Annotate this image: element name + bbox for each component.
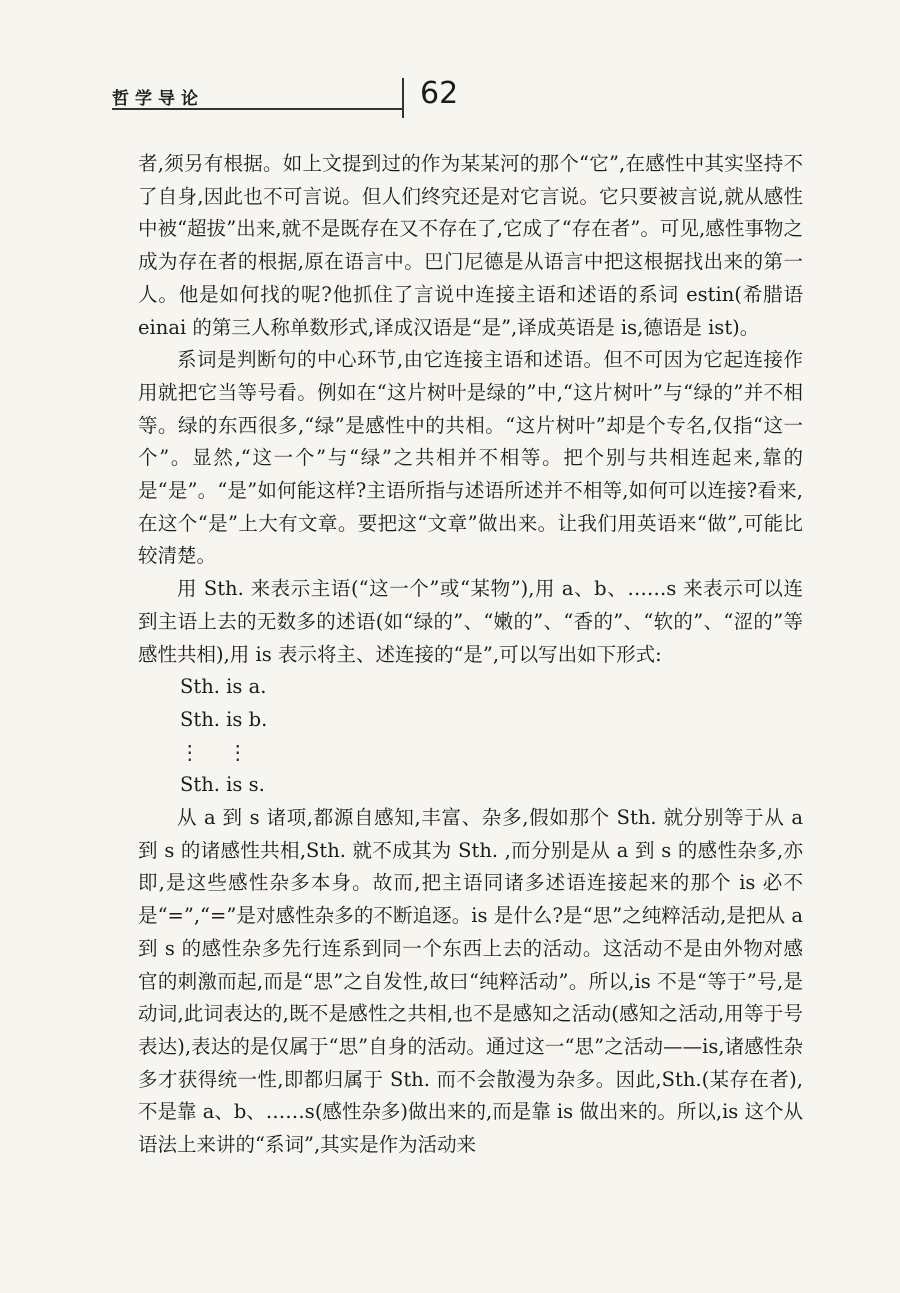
formula-ellipsis	[138, 737, 803, 770]
page-body	[138, 148, 803, 1162]
formula-line-s: Sth. is s.	[180, 773, 265, 797]
header-rule	[112, 108, 402, 110]
formula-line-b: Sth. is b.	[180, 707, 268, 731]
vertical-ellipsis-1: ⋮	[180, 740, 200, 764]
running-title: 哲学导论	[112, 89, 204, 109]
paragraph-1: 者,须另有根据。如上文提到过的作为某某河的那个“它”,在感性中其实坚持不了自身,因此也不可言说。但人们终究还是对它言说。它只要被言说,就从感性中被“超拔”出来,就不是既存在又不存在了,它成了“存在者”。可见,感性事物之成为存在者的根据,原在语言中。巴门尼德是从语言中把这根据找出来的第一人。他是如何找的呢?他抓住了言说中连接主语和述语的系词 estin(希腊语 einai 的第三人称单数形式,译成汉语是“是”,译成英语是 is,德语是 ist)。	[138, 152, 803, 339]
paragraph-4: 从 a 到 s 诸项,都源自感知,丰富、杂多,假如那个 Sth. 就分别等于从 a 到 s 的诸感性共相,Sth. 就不成其为 Sth. ,而分别是从 a 到 s 的感性杂多,亦即,是这些感性杂多本身。故而,把主语同诸多述语连接起来的那个 is 必不是“=”,“=”是对感性杂多的不断追逐。is 是什么?是“思”之纯粹活动,是把从 a 到 s 的感性杂多先行连系到同一个东西上去的活动。这活动不是由外物对感官的刺激而起,而是“思”之自发性,故曰“纯粹活动”。所以,is 不是“等于”号,是动词,此词表达的,既不是感性之共相,也不是感知之活动(感知之活动,用等于号表达),表达的是仅属于“思”自身的活动。通过这一“思”之活动——is,诸感性杂多才获得统一性,即都归属于 Sth. 而不会散漫为杂多。因此,Sth.(某存在者),不是靠 a、b、……s(感性杂多)做出来的,而是靠 is 做出来的。所以,is 这个从语法上来讲的“系词”,其实是作为活动来	[138, 806, 804, 1157]
header-divider	[402, 78, 404, 118]
paragraph-2: 系词是判断句的中心环节,由它连接主语和述语。但不可因为它起连接作用就把它当等号看。例如在“这片树叶是绿的”中,“这片树叶”与“绿的”并不相等。绿的东西很多,“绿”是感性中的共相。“这片树叶”却是个专名,仅指“这一个”。显然,“这一个”与“绿”之共相并不相等。把个别与共相连起来,靠的是“是”。“是”如何能这样?主语所指与述语所述并不相等,如何可以连接?看来,在这个“是”上大有文章。要把这“文章”做出来。让我们用英语来“做”,可能比较清楚。	[138, 348, 803, 568]
formula-line-a: Sth. is a.	[180, 675, 267, 699]
page-number: 62	[420, 76, 459, 111]
vertical-ellipsis-2: ⋮	[228, 740, 248, 764]
paragraph-3: 用 Sth. 来表示主语(“这一个”或“某物”),用 a、b、……s 来表示可以连到主语上去的无数多的述语(如“绿的”、“嫩的”、“香的”、“软的”、“涩的”等感性共相),用 is 表示将主、述连接的“是”,可以写出如下形式:	[138, 577, 803, 666]
page-header	[112, 78, 552, 118]
